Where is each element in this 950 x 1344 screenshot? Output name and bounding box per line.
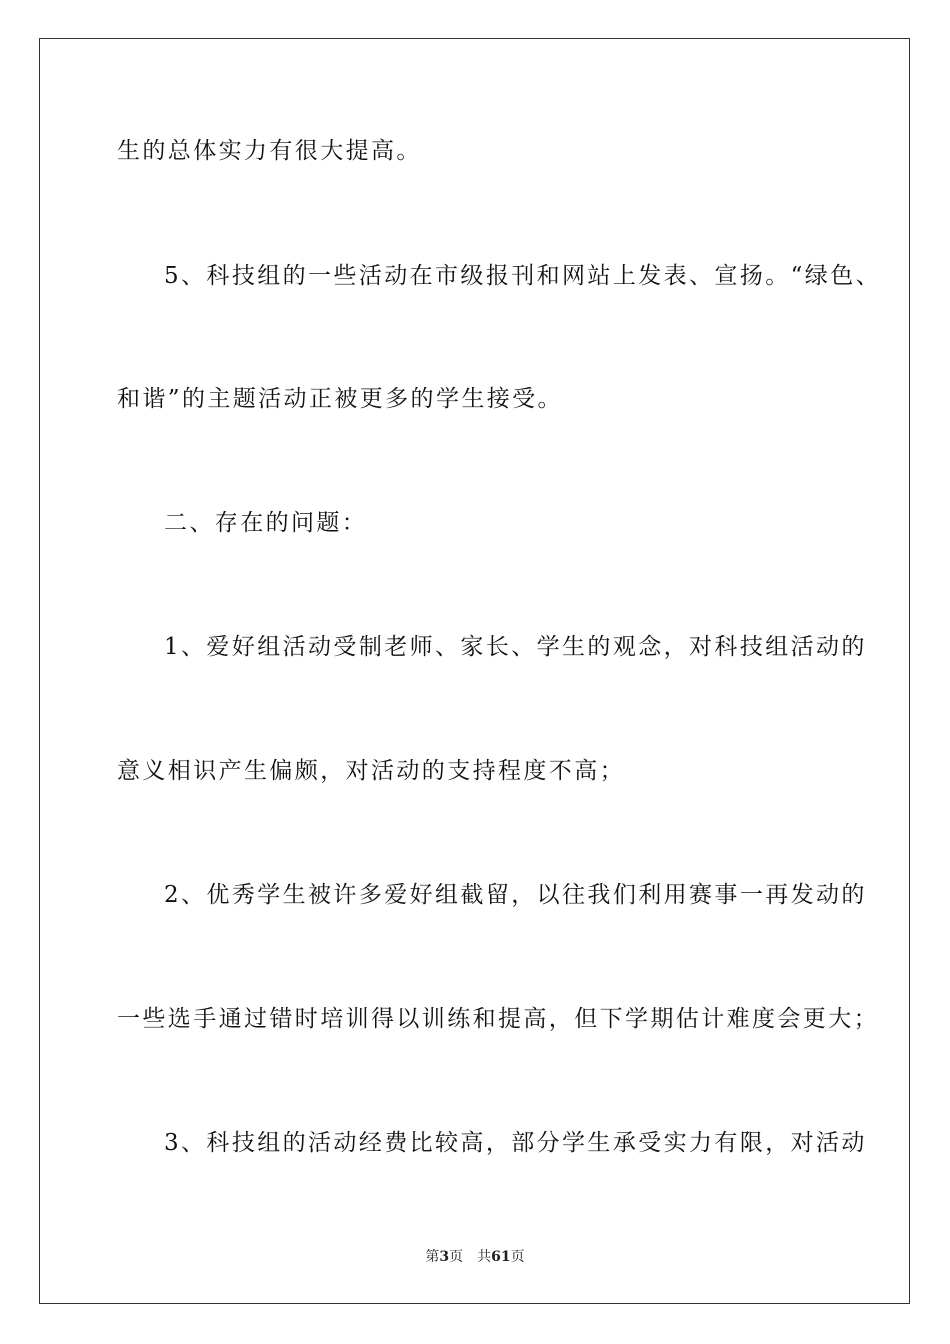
total-pages-number: 61: [491, 1249, 511, 1265]
body-text-line-7: 一些选手通过错时培训得以训练和提高，但下学期估计难度会更大；: [117, 1006, 879, 1032]
total-label-suffix: 页: [510, 1249, 525, 1265]
current-page-number: 3: [439, 1249, 450, 1265]
page-border: [39, 38, 910, 1304]
section-heading: 二、存在的问题：: [164, 510, 368, 536]
body-text-line-5: 意义相识产生偏颇，对活动的支持程度不高；: [117, 758, 625, 784]
body-text-line-3: 和谐”的主题活动正被更多的学生接受。: [117, 386, 563, 412]
page-footer: [0, 1246, 950, 1266]
body-text-line-6: 2、优秀学生被许多爱好组截留，以往我们利用赛事一再发动的: [164, 882, 867, 908]
total-label-prefix: 共: [477, 1249, 492, 1265]
body-text-line-8: 3、科技组的活动经费比较高，部分学生承受实力有限，对活动: [164, 1130, 867, 1156]
body-text-line-1: 生的总体实力有很大提高。: [117, 138, 422, 164]
body-text-line-2: 5、科技组的一些活动在市级报刊和网站上发表、宣扬。“绿色、: [164, 263, 881, 289]
page-label-prefix: 第: [425, 1249, 440, 1265]
page-label-suffix: 页: [449, 1249, 464, 1265]
body-text-line-4: 1、爱好组活动受制老师、家长、学生的观念，对科技组活动的: [164, 634, 867, 660]
